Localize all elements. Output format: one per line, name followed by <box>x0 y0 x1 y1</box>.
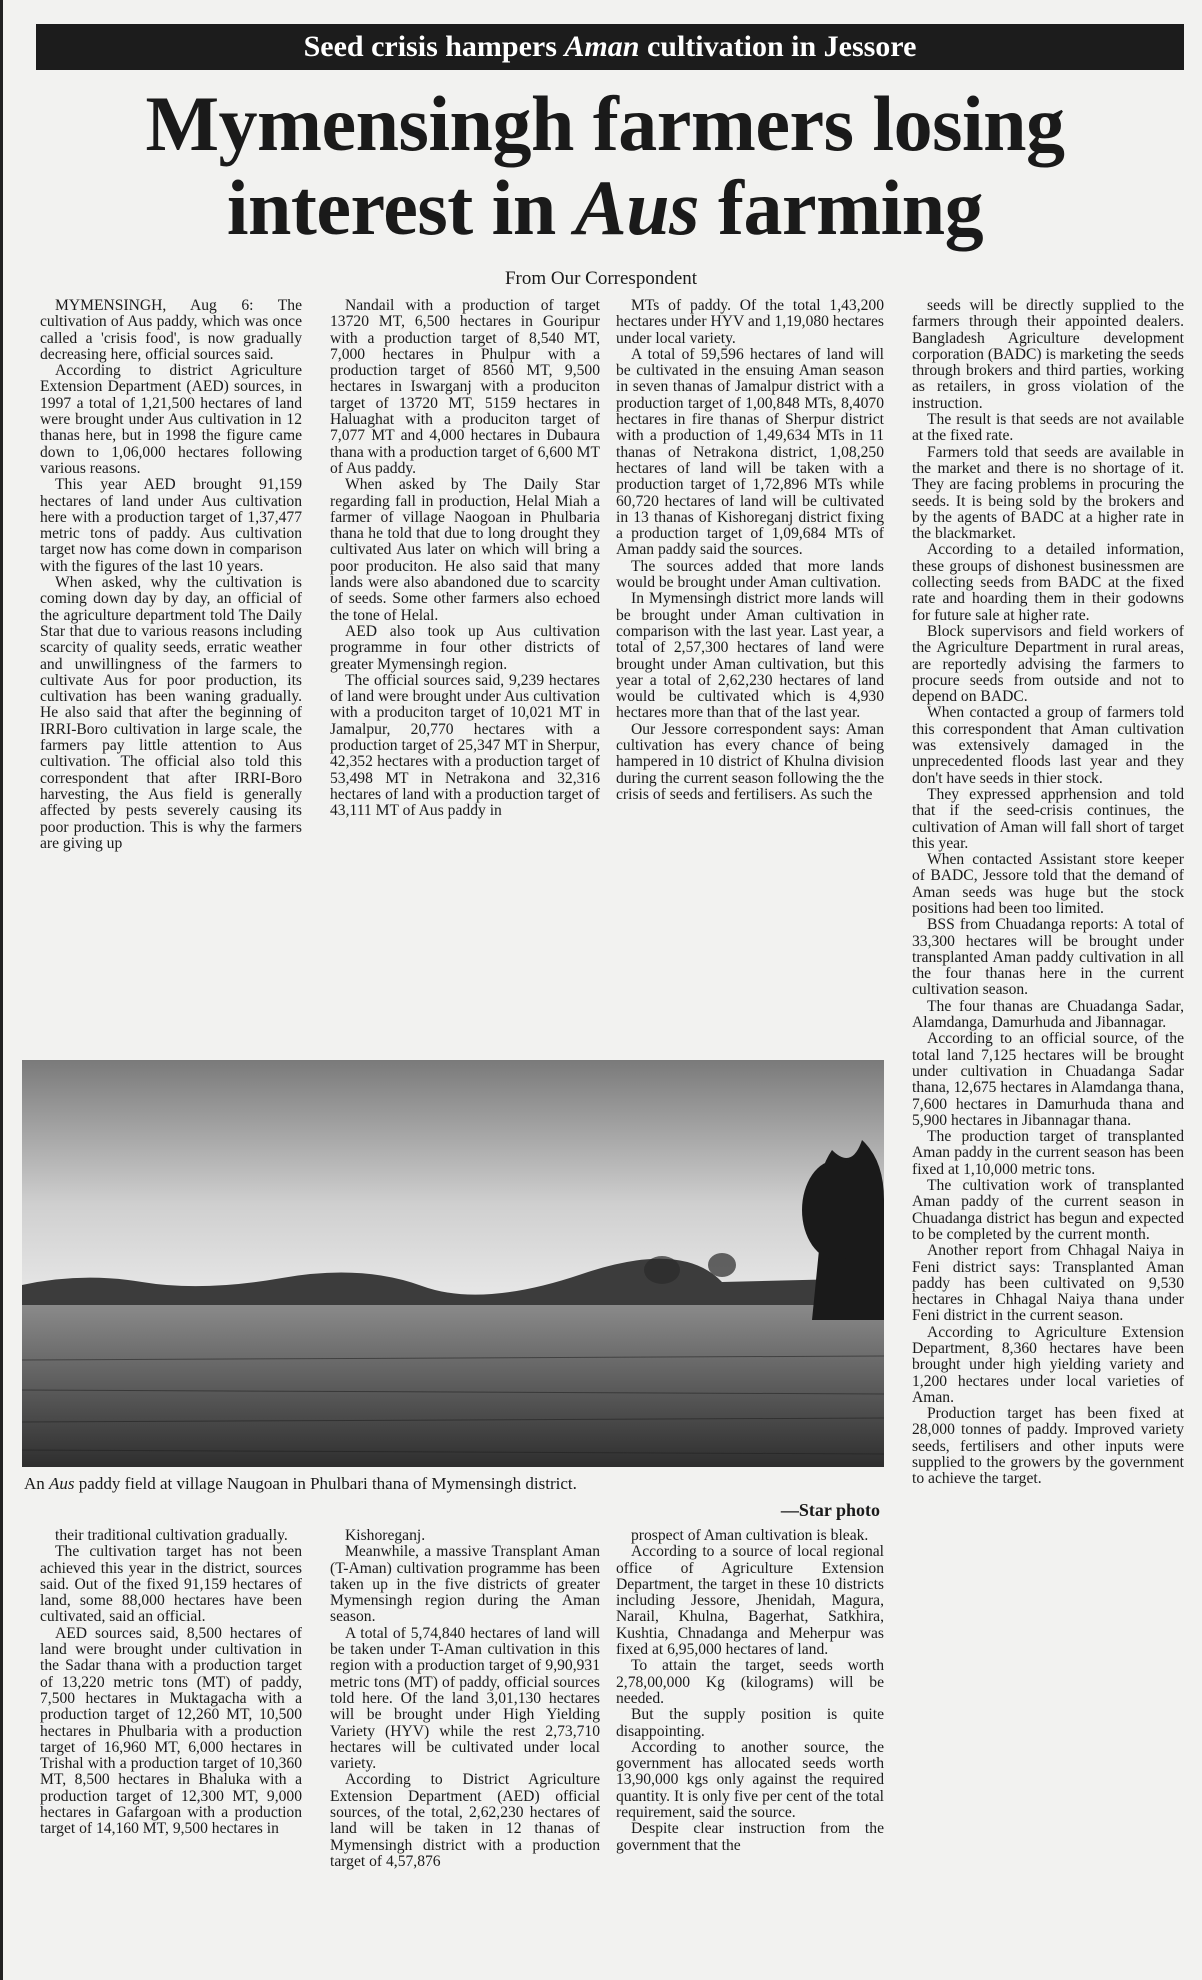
paragraph: The cultivation work of transplanted Aman paddy of the current season in Chuadanga district has begun and expected to be completed by the current month. <box>912 1177 1184 1243</box>
kicker-headline <box>36 24 1184 70</box>
photo-caption <box>24 1474 886 1494</box>
paragraph: Despite clear instruction from the government that the <box>616 1820 884 1854</box>
article-column-1-continued <box>40 1528 302 1838</box>
headline-line-1: Mymensingh farmers losing <box>145 80 1065 167</box>
article-column-4 <box>912 298 1184 1488</box>
byline: From Our Correspondent <box>504 268 698 289</box>
paragraph: Production target has been fixed at 28,000 tonnes of paddy. Improved variety seeds, fertilisers and other inputs were supplied to the growers by the government to achieve the target. <box>912 1405 1184 1488</box>
headline-text-end: farming <box>699 164 984 251</box>
paragraph: In Mymensingh district more lands will be brought under Aman cultivation in comparison with the last year. Last year, a total of 2,57,300 hectares of land were brought under Aman cultivation, but this year a total of 2,62,230 hectares of land would be cultivated which is 4,930 hectares more than that of the last year. <box>616 590 884 722</box>
paragraph: Kishoreganj. <box>345 1527 426 1544</box>
paragraph: Our Jessore correspondent says: Aman cultivation has every chance of being hampered in 10 district of Khulna division during the current season following the the crisis of seeds and fertilisers. As such the <box>616 720 884 803</box>
paragraph: According to Agriculture Extension Department, 8,360 hectares have been brought under high yielding variety and 1,200 hectares under local varieties of Aman. <box>912 1323 1184 1406</box>
paragraph: This year AED brought 91,159 hectares of land under Aus cultivation here with a production target of 1,37,477 metric tons of paddy. Aus cultivation target now has come down in comparison with the figures of the last 10 years. <box>40 476 302 575</box>
paragraph: Farmers told that seeds are available in the market and there is no shortage of it. They are facing problems in procuring the seeds. It is being sold by the brokers and by the agents of BADC at a higher rate in the blackmarket. <box>912 443 1184 543</box>
paragraph: According to a detailed information, these groups of dishonest businessmen are collecting seeds from BADC at the fixed rate and hoarding them in their godowns for future sale at higher rate. <box>912 541 1184 624</box>
paragraph: According to another source, the government has allocated seeds worth 13,90,000 kgs only against the required quantity. It is only five per cent of the total requirement, said the source. <box>616 1738 884 1822</box>
paragraph: seeds will be directly supplied to the farmers through their appointed dealers. Bangladesh Agriculture development corporation (BADC) is marketing the seeds through brokers and third parties, working as retailers, in gross violation of the instruction. <box>912 297 1184 412</box>
paragraph: A total of 59,596 hectares of land will be cultivated in the ensuing Aman season in seven thanas of Jamalpur district with a production target of 1,00,848 MTs, 8,4070 hectares in fire thanas of Sherpur district with a production of 1,49,634 MTs in 11 thanas of Netrakona district, 1,08,250 hectares of land will be taken with a production target of 1,72,896 MTs while 60,720 hectares of land will be cultivated in 13 thanas of Kishoreganj district fixing a production target of 1,09,684 MTs of Aman paddy said the sources. <box>616 345 884 559</box>
caption-emphasis: Aus <box>49 1474 75 1493</box>
headline-emphasis: Aus <box>574 164 699 251</box>
paragraph: their traditional cultivation gradually. <box>55 1527 288 1544</box>
paragraph: Block supervisors and field workers of the Agriculture Department in rural areas, are reportedly advising the farmers to procure seeds from outside and not to depend on BADC. <box>912 622 1184 706</box>
paragraph: Meanwhile, a massive Transplant Aman (T-Aman) cultivation programme has been taken up in the five districts of greater Mymensingh region during the Aman season. <box>330 1543 600 1626</box>
paragraph: The production target of transplanted Aman paddy in the current season has been fixed at 1,10,000 metric tons. <box>912 1128 1184 1178</box>
paragraph: The cultivation target has not been achieved this year in the district, sources said. Out of the fixed 91,159 hectares of land, some 88,000 hectares have been cultivated, said an official. <box>40 1543 302 1626</box>
kicker-text-end: cultivation in Jessore <box>639 30 917 63</box>
paragraph: When contacted a group of farmers told this correspondent that Aman cultivation was extensively damaged in the unprecedented floods last year and they don't have seeds in thier stock. <box>912 704 1184 787</box>
caption-text-end: paddy field at village Naugoan in Phulbari thana of Mymensingh district. <box>74 1474 577 1493</box>
article-column-2-continued <box>330 1528 600 1870</box>
paragraph: When asked, why the cultivation is coming down day by day, an official of the agriculture department told The Daily Star that due to various reasons including scarcity of quality seeds, erratic weather and unwillingness of the farmers to cultivate Aus for poor production, its cultivation has been waning gradually. He also said that after the beginning of IRRI-Boro cultivation in large scale, the farmers pay little attention to Aus cultivation. The official also told this correspondent that after IRRI-Boro harvesting, the Aus field is generally affected by pests severely causing its poor production. This is why the farmers are giving up <box>40 574 302 852</box>
paragraph: prospect of Aman cultivation is bleak. <box>631 1527 869 1544</box>
paragraph: According to a source of local regional office of Agriculture Extension Department, the target in these 10 districts including Jessore, Jhenidah, Magura, Narail, Khulna, Bagerhat, Satkhira, Kushtia, Chnadanga and Meherpur was fixed at 6,95,000 hectares of land. <box>616 1543 884 1659</box>
paragraph: AED also took up Aus cultivation programme in four other districts of greater Mymensingh region. <box>330 622 600 673</box>
article-column-2 <box>330 298 600 820</box>
paragraph: According to district Agriculture Extension Department (AED) sources, in 1997 a total of 1,21,500 hectares of land were brought under Aus cultivation in 12 thanas here, but in 1998 the figure came down to 1,06,000 hectares following various reasons. <box>40 362 302 477</box>
caption-text: An <box>24 1474 50 1493</box>
paragraph: MTs of paddy. Of the total 1,43,200 hectares under HYV and 1,19,080 hectares under local variety. <box>616 297 884 347</box>
paragraph: According to an official source, of the total land 7,125 hectares will be brought under cultivation in Chuadanga Sadar thana, 12,675 hectares in Alamdanga thana, 7,600 hectares in Damurhuda thana and 5,900 hectares in Jibannagar thana. <box>912 1030 1184 1129</box>
paragraph: The sources added that more lands would be brought under Aman cultivation. <box>616 557 884 592</box>
paragraph: Nandail with a production of target 13720 MT, 6,500 hectares in Gouripur with a production target of 8,540 MT, 7,000 hectares in Phulpur with a production target of 8560 MT, 9,500 hectares in Iswarganj with a produciton target of 13720 MT, 5159 hectares in Haluaghat with a produciton target of 7,077 MT and 4,000 hectares in Dubaura thana with a production target of 6,600 MT of Aus paddy. <box>330 297 600 477</box>
paragraph: But the supply position is quite disappointing. <box>616 1706 884 1740</box>
paragraph: When asked by The Daily Star regarding fall in production, Helal Miah a farmer of village Naogoan in Phulbaria thana he told that due to long drought they cultivated Aus later on which will bring a poor produciton. He also said that many lands were also abandoned due to scarcity of seeds. Some other farmers also echoed the tone of Helal. <box>330 476 600 624</box>
kicker-emphasis: Aman <box>564 30 640 63</box>
kicker-text: Seed crisis hampers <box>303 30 565 63</box>
paragraph: To attain the target, seeds worth 2,78,00,000 Kg (kilograms) will be needed. <box>616 1657 884 1707</box>
photo-image <box>22 1060 884 1467</box>
article-column-3 <box>616 298 884 803</box>
paragraph: The result is that seeds are not available at the fixed rate. <box>912 411 1184 445</box>
paragraph: BSS from Chuadanga reports: A total of 33,300 hectares will be brought under transplanted Aman paddy cultivation in all the four thanas here in the current cultivation season. <box>912 916 1184 999</box>
paragraph: MYMENSINGH, Aug 6: The cultivation of Aus paddy, which was once called a 'crisis food', is now gradually decreasing here, official sources said. <box>40 297 302 363</box>
page-border <box>0 0 3 1980</box>
headline-text: interest in <box>226 164 575 251</box>
main-headline <box>20 82 1190 250</box>
headline-line-2 <box>20 166 1190 250</box>
paddy-field-photo <box>22 1060 884 1467</box>
paragraph: According to District Agriculture Extension Department (AED) official sources, of the total, 2,62,230 hectares of land will be taken in 12 thanas of Mymensingh district with a production target of 4,57,876 <box>330 1771 600 1870</box>
paragraph: They expressed apprhension and told that if the seed-crisis continues, the cultivation of Aman will fall short of target this year. <box>912 785 1184 852</box>
article-column-1 <box>40 298 302 852</box>
article-column-3-continued <box>616 1528 884 1854</box>
photo-credit: —Star photo <box>780 1500 880 1520</box>
paragraph: The official sources said, 9,239 hectares of land were brought under Aus cultivation with a produciton target of 10,021 MT in Jamalpur, 20,770 hectares with a production target of 25,347 MT in Sherpur, 42,352 hectares with a production target of 53,498 MT in Netrakona and 32,316 hectares of land with a production target of 43,111 MT of Aus paddy in <box>330 671 600 820</box>
paragraph: A total of 5,74,840 hectares of land will be taken under T-Aman cultivation in this region with a production target of 9,90,931 metric tons (MT) of paddy, official sources told here. Of the land 3,01,130 hectares will be brought under High Yielding Variety (HYV) while the rest 2,73,710 hectares will be cultivated under local variety. <box>330 1624 600 1773</box>
paragraph: Another report from Chhagal Naiya in Feni district says: Transplanted Aman paddy has been cultivated on 9,530 hectares in Chhagal Naiya thana under Feni district in the current season. <box>912 1242 1184 1325</box>
paragraph: AED sources said, 8,500 hectares of land were brought under cultivation in the Sadar thana with a production target of 13,220 metric tons (MT) of paddy, 7,500 hectares in Muktagacha with a production target of 12,260 MT, 10,500 hectares in Phulbaria with a production target of 16,960 MT, 6,000 hectares in Trishal with a production target of 10,360 MT, 8,500 hectares in Bhaluka with a production target of 12,300 MT, 9,000 hectares in Gafargoan with a production target of 14,160 MT, 9,500 hectares in <box>40 1624 302 1838</box>
paragraph: The four thanas are Chuadanga Sadar, Alamdanga, Damurhuda and Jibannagar. <box>912 997 1184 1032</box>
paragraph: When contacted Assistant store keeper of BADC, Jessore told that the demand of Aman seeds was huge but the stock positions had been too limited. <box>912 851 1184 917</box>
